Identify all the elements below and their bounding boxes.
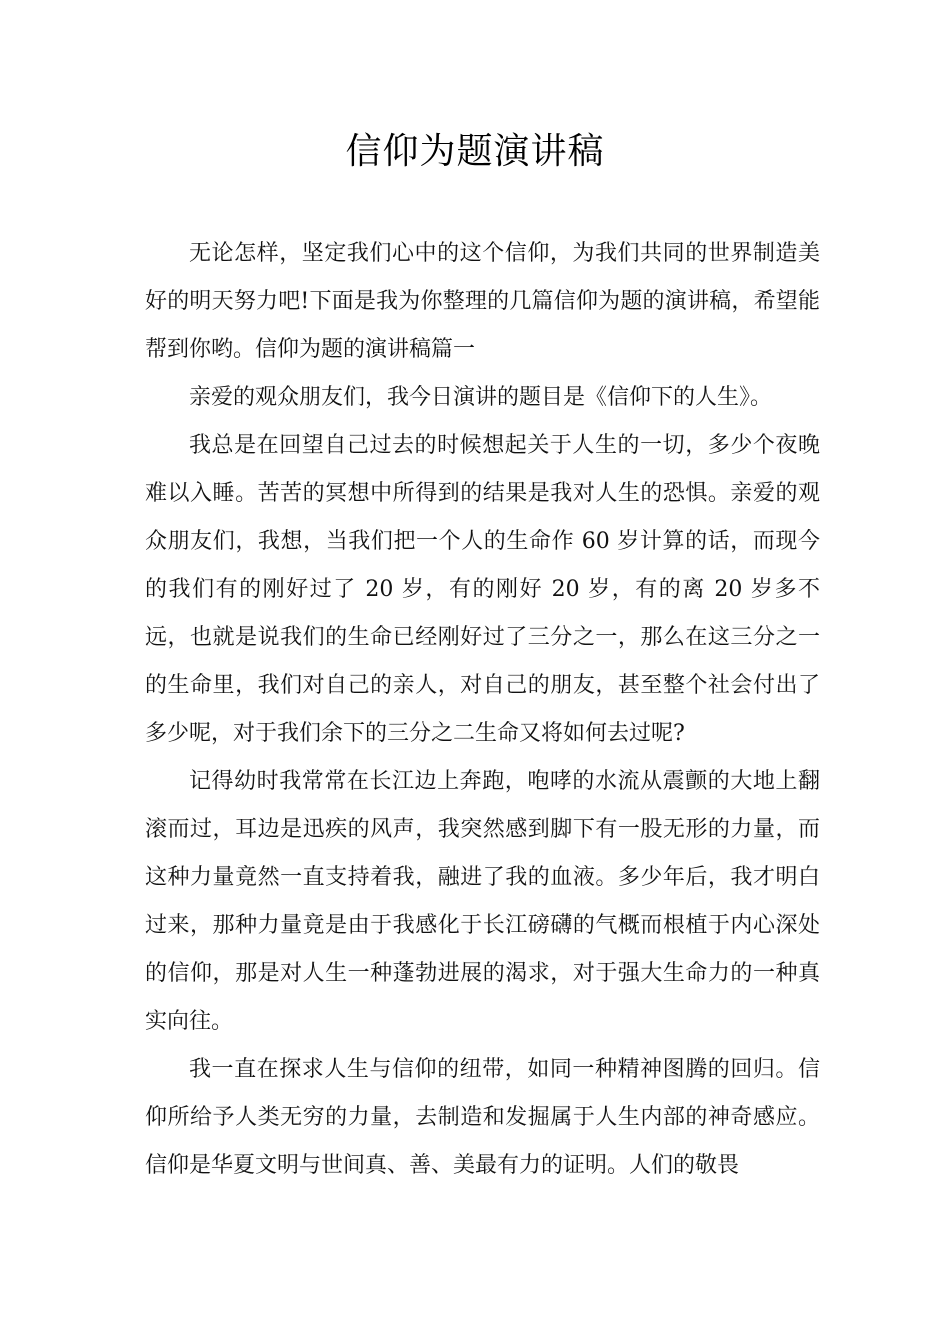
document-title: 信仰为题演讲稿 <box>345 131 605 172</box>
document-body <box>145 230 820 1190</box>
paragraph: 记得幼时我常常在长江边上奔跑，咆哮的水流从震颤的大地上翻滚而过，耳边是迅疾的风声，我突然感到脚下有一股无形的力量，而这种力量竟然一直支持着我，融进了我的血液。多少年后，我才明白过来，那种力量竟是由于我感化于长江磅礴的气概而根植于内心深处的信仰，那是对人生一种蓬勃进展的渴求，对于强大生命力的一种真实向往。 <box>145 769 820 1034</box>
paragraph: 亲爱的观众朋友们，我今日演讲的题目是《信仰下的人生》。 <box>189 385 773 410</box>
paragraph: 无论怎样，坚定我们心中的这个信仰，为我们共同的世界制造美好的明天努力吧!下面是我为你整理的几篇信仰为题的演讲稿，希望能帮到你哟。信仰为题的演讲稿篇一 <box>145 241 820 362</box>
paragraph: 我一直在探求人生与信仰的纽带，如同一种精神图腾的回归。信仰所给予人类无穷的力量，去制造和发掘属于人生内部的神奇感应。信仰是华夏文明与世间真、善、美最有力的证明。人们的敬畏 <box>145 1057 820 1178</box>
paragraph: 我总是在回望自己过去的时候想起关于人生的一切，多少个夜晚难以入睡。苦苦的冥想中所得到的结果是我对人生的恐惧。亲爱的观众朋友们，我想，当我们把一个人的生命作 60 岁计算的话，而现今的我们有的刚好过了 20 岁，有的刚好 20 岁，有的离 20 岁多不远，也就是说我们的生命已经刚好过了三分之一，那么在这三分之一的生命里，我们对自己的亲人，对自己的朋友，甚至整个社会付出了多少呢，对于我们余下的三分之二生命又将如何去过呢? <box>145 433 820 746</box>
